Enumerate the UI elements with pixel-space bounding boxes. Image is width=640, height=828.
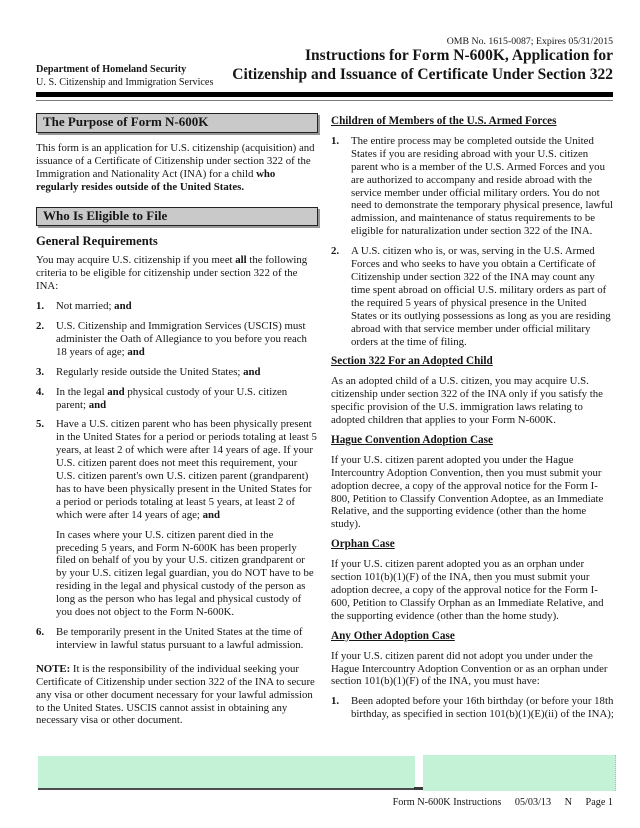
purpose-paragraph: This form is an application for U.S. citizenship (acquisition) and issuance of a Certificate of Citizenship under section 322 of the Immigration and Nationality Act (INA) for a child who regularly resides outside of the United States. <box>36 141 315 193</box>
footer-revision-date: 05/03/13 <box>514 797 552 808</box>
general-requirements-heading: General Requirements <box>36 234 158 249</box>
orphan-case-heading: Orphan Case <box>331 538 395 551</box>
left-column <box>36 113 318 734</box>
item-text: Been adopted before your 16th birthday (or before your 18th birthday, as specified in section 101(b)(1)(E)(ii) of the INA); <box>351 695 614 721</box>
item-number: 4. <box>36 385 45 398</box>
item-text: Have a U.S. citizen parent who has been physically present in the United States for a period or periods totaling at least 5 years, at least 2 of which were after 14 years of age. If your U.S. citizen parent does not meet this requirement, your U.S. citizen parent's own U.S. citizen parent (grandparent) has to have been physically present in the United States for a period or periods totaling at least 5 years, at least 2 of which were after 14 years of age; and <box>56 418 317 521</box>
field-underline-dash <box>414 787 423 790</box>
adopted-child-paragraph: As an adopted child of a U.S. citizen, you may acquire U.S. citizenship under section 322 of the INA only if you satisfy the specific provision of the U.S. immigration laws relating to adopted children that applies to your Form N-600K. <box>331 375 603 427</box>
requirement-item-1 <box>36 300 318 313</box>
hague-adoption-heading: Hague Convention Adoption Case <box>331 433 493 446</box>
item-text: Not married; and <box>56 300 132 313</box>
document-title-line2: Citizenship and Issuance of Certificate Under Section 322 <box>232 65 613 83</box>
item-number: 1. <box>331 695 340 708</box>
header-rule-thick <box>36 92 613 97</box>
item-text: Regularly reside outside the United States; and <box>56 365 261 378</box>
footer-revision-letter: N <box>564 797 572 808</box>
eligibility-section-header: Who Is Eligible to File <box>36 207 318 227</box>
header-rule-thin <box>36 100 613 101</box>
item-text: In the legal and physical custody of your U.S. citizen parent; and <box>56 385 288 411</box>
armed-forces-item-1 <box>331 135 614 238</box>
highlighted-form-field-right[interactable] <box>423 755 616 791</box>
armed-forces-heading: Children of Members of the U.S. Armed Forces <box>331 115 557 127</box>
requirement-item-5-continuation: In cases where your U.S. citizen parent died in the preceding 5 years, and Form N-600K has been properly filed on behalf of you by your U.S. citizen grandparent or by your U.S. citizen legal guardian, you do NOT have to be residing in the legal and physical custody of the person as long as the person who has legal and physical custody of you does not object to the Form N-600K. <box>56 528 314 619</box>
requirement-item-6 <box>36 626 318 652</box>
requirement-item-2 <box>36 320 318 359</box>
item-number: 1. <box>331 134 340 147</box>
note-paragraph: NOTE: It is the responsibility of the individual seeking your Certificate of Citizenship under section 322 of the INA to secure any visa or other document necessary for your lawful admission to the United States. USCIS cannot assist in obtaining any necessary visa or other document. <box>36 662 315 727</box>
right-column <box>331 112 614 728</box>
requirement-item-4 <box>36 386 318 412</box>
any-other-adoption-paragraph: If your U.S. citizen parent did not adopt you under under the Hague Intercountry Adoption Convention or as an orphan under section 101(b)(1)(F) of the INA, you must have: <box>331 649 608 688</box>
item-text: A U.S. citizen who is, or was, serving in the U.S. Armed Forces and who seeks to have you obtain a Certificate of Citizenship under section 322 of the INA may count any time spent abroad on official U.S. military orders as part of the required 5 years of physical presence in the United States or its outlying possessions as long as you are residing abroad with that service member under official military orders at the time of filing. <box>351 245 611 348</box>
requirements-intro: You may acquire U.S. citizenship if you meet all the following criteria to be eligible for citizenship under section 322 of the INA: <box>36 254 308 293</box>
page-footer <box>393 797 613 808</box>
armed-forces-item-2 <box>331 245 614 348</box>
item-number: 2. <box>36 319 45 332</box>
item-text: The entire process may be completed outside the United States if you are residing abroad with your U.S. citizen parent who is a member of the U.S. Armed Forces and you are authorized to accompany and reside abroad with the service member under official military orders. You do not need to demonstrate the temporary physical presence, lawful admission, and maintenance of status requirements to be eligible for naturalization under section 322 of the INA. <box>351 134 614 238</box>
footer-form-id: Form N-600K Instructions <box>392 797 502 808</box>
omb-number: OMB No. 1615-0087; Expires 05/31/2015 <box>446 36 613 47</box>
document-title-line1: Instructions for Form N-600K, Application for <box>305 47 613 64</box>
item-text: Be temporarily present in the United States at the time of interview in lawful status pursuant to a lawful admission. <box>56 626 304 651</box>
item-number: 5. <box>36 418 45 431</box>
agency-subname: U. S. Citizenship and Immigration Services <box>36 76 214 88</box>
highlighted-form-field-left[interactable] <box>38 756 415 790</box>
any-other-adoption-heading: Any Other Adoption Case <box>331 629 455 642</box>
item-number: 2. <box>331 245 340 258</box>
agency-block <box>36 64 213 89</box>
item-number: 6. <box>36 626 45 638</box>
item-text: U.S. Citizenship and Immigration Services (USCIS) must administer the Oath of Allegiance to you before you reach 18 years of age; and <box>56 319 307 358</box>
adopted-child-heading: Section 322 For an Adopted Child <box>331 355 493 368</box>
requirement-item-5 <box>36 418 318 521</box>
purpose-section-header: The Purpose of Form N-600K <box>36 113 318 133</box>
adoption-requirement-item-1 <box>331 695 614 721</box>
item-number: 3. <box>36 365 45 378</box>
requirement-item-3 <box>36 366 318 379</box>
footer-page-number: Page 1 <box>585 797 613 808</box>
hague-adoption-paragraph: If your U.S. citizen parent adopted you under the Hague Intercountry Adoption Convention, then you must submit your adoption decree, a copy of the approval notice for the Form I-800, Petition to Classify Convention Adoptee, as an Immediate Relative, and the supporting evidence (other than the home study). <box>331 453 604 531</box>
orphan-case-paragraph: If your U.S. citizen parent adopted you as an orphan under section 101(b)(1)(F) of the INA, then you must submit your adoption decree, a copy of the approval notice for the Form I-600, Petition to Classify Orphan as an Immediate Relative, and the supporting evidence (other than the home study). <box>331 558 604 622</box>
item-number: 1. <box>36 300 45 313</box>
agency-name: Department of Homeland Security <box>36 64 187 75</box>
